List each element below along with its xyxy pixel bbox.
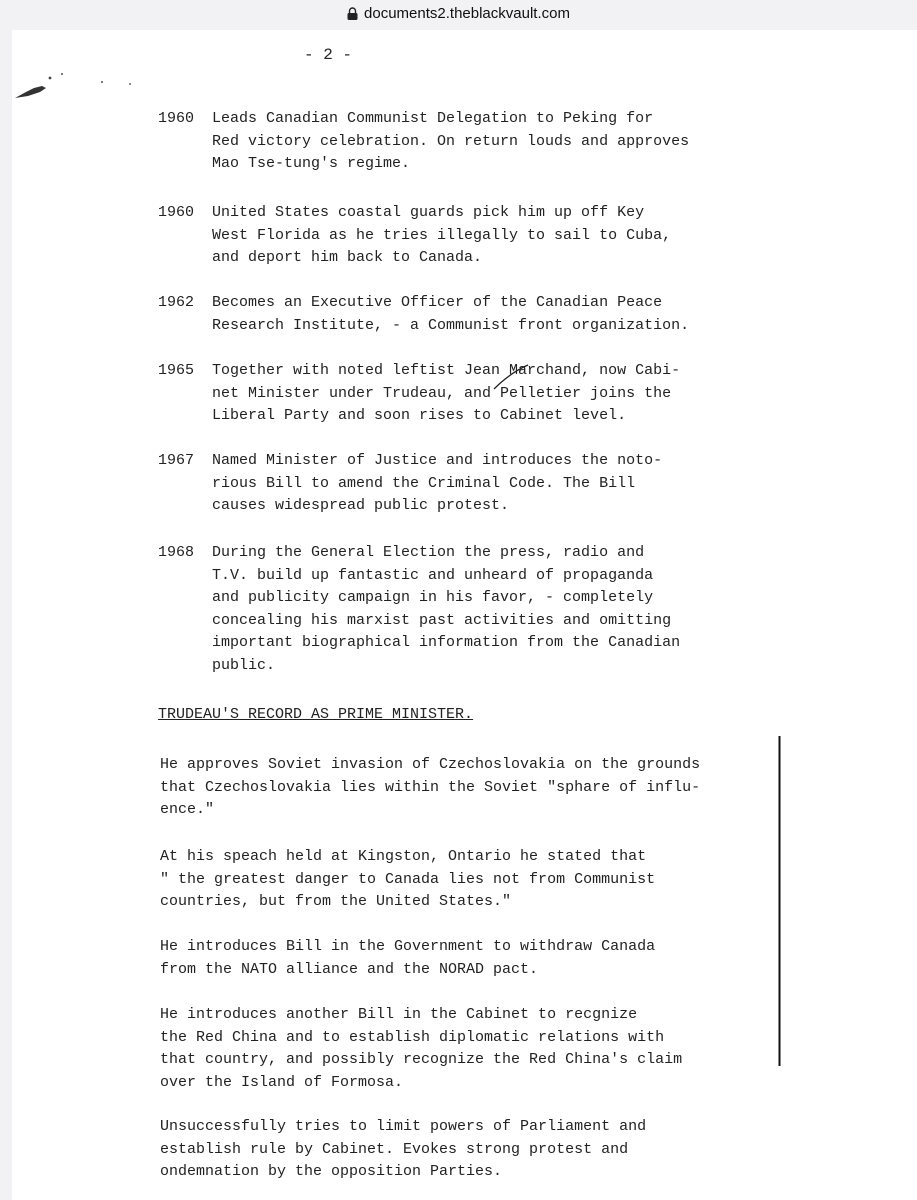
paragraph-line: establish rule by Cabinet. Evokes strong protest and: [160, 1140, 629, 1158]
section-heading: TRUDEAU'S RECORD AS PRIME MINISTER.: [158, 706, 474, 723]
entry-line: Liberal Party and soon rises to Cabinet level.: [212, 407, 627, 425]
url-text: documents2.theblackvault.com: [364, 4, 570, 22]
timeline-entry: [158, 292, 718, 337]
entry-line: and publicity campaign in his favor, - completely: [212, 589, 654, 607]
entry-line: Red victory celebration. On return louds and approves: [212, 132, 690, 150]
entry-line: public.: [212, 656, 276, 674]
paragraph-line: He approves Soviet invasion of Czechoslovakia on the grounds: [160, 756, 701, 773]
lock-icon: [347, 7, 358, 20]
record-paragraph: [160, 846, 740, 914]
entry-line: United States coastal guards pick him up off Key: [212, 204, 645, 221]
address-bar[interactable]: [0, 0, 917, 26]
entry-line: Research Institute, - a Communist front organization.: [212, 316, 690, 334]
entry-line: Named Minister of Justice and introduces the noto-: [212, 452, 663, 469]
entry-line: During the General Election the press, radio and: [212, 544, 645, 561]
entry-line: Becomes an Executive Officer of the Canadian Peace: [212, 294, 663, 311]
paragraph-line: ondemnation by the opposition Parties.: [160, 1163, 503, 1181]
entry-year: 1968: [158, 544, 195, 561]
margin-line-mark: [778, 736, 781, 1066]
entry-line: Leads Canadian Communist Delegation to Peking for: [212, 110, 654, 127]
paragraph-line: that Czechoslovakia lies within the Soviet "sphare of influ-: [160, 778, 701, 796]
paragraph-line: " the greatest danger to Canada lies not from Communist: [160, 870, 656, 888]
timeline-entry: [158, 450, 718, 518]
entry-year: 1962: [158, 294, 195, 311]
paragraph-line: countries, but from the United States.": [160, 893, 512, 911]
paragraph-line: from the NATO alliance and the NORAD pact.: [160, 960, 539, 978]
record-paragraph: [160, 1004, 740, 1094]
paragraph-line: that country, and possibly recognize the Red China's claim: [160, 1051, 683, 1069]
entry-line: rious Bill to amend the Criminal Code. The Bill: [212, 474, 636, 492]
entry-line: important biographical information from the Canadian: [212, 634, 681, 652]
entry-line: T.V. build up fantastic and unheard of propaganda: [212, 566, 654, 584]
entry-line: Mao Tse-tung's regime.: [212, 155, 411, 173]
pen-stroke-mark: [492, 363, 532, 393]
paragraph-line: over the Island of Formosa.: [160, 1073, 404, 1091]
entry-line: concealing his marxist past activities and omitting: [212, 611, 672, 629]
timeline-entry: [158, 360, 718, 428]
entry-line: West Florida as he tries illegally to sail to Cuba,: [212, 226, 672, 244]
paragraph-line: At his speach held at Kingston, Ontario he stated that: [160, 848, 647, 865]
page-number: - 2 -: [304, 46, 353, 64]
entry-line: net Minister under Trudeau, and Pelletier joins the: [212, 384, 672, 402]
record-paragraph: [160, 1116, 740, 1184]
paragraph-line: He introduces Bill in the Government to withdraw Canada: [160, 938, 656, 955]
timeline-entry: [158, 542, 718, 678]
paragraph-line: Unsuccessfully tries to limit powers of Parliament and: [160, 1118, 647, 1135]
timeline-entry: [158, 108, 718, 176]
entry-line: and deport him back to Canada.: [212, 249, 483, 267]
entry-year: 1960: [158, 110, 195, 127]
entry-line: Together with noted leftist Jean Marchand, now Cabi-: [212, 362, 681, 379]
entry-year: 1960: [158, 204, 195, 221]
paragraph-line: the Red China and to establish diplomatic relations with: [160, 1028, 665, 1046]
scan-specks: [12, 30, 172, 110]
paragraph-line: ence.": [160, 801, 215, 819]
entry-year: 1967: [158, 452, 195, 469]
entry-line: causes widespread public protest.: [212, 497, 510, 515]
document-page: [12, 30, 917, 1200]
entry-year: 1965: [158, 362, 195, 379]
record-paragraph: [160, 754, 740, 822]
record-paragraph: [160, 936, 740, 981]
paragraph-line: He introduces another Bill in the Cabinet to recgnize: [160, 1006, 638, 1023]
timeline-entry: [158, 202, 718, 270]
